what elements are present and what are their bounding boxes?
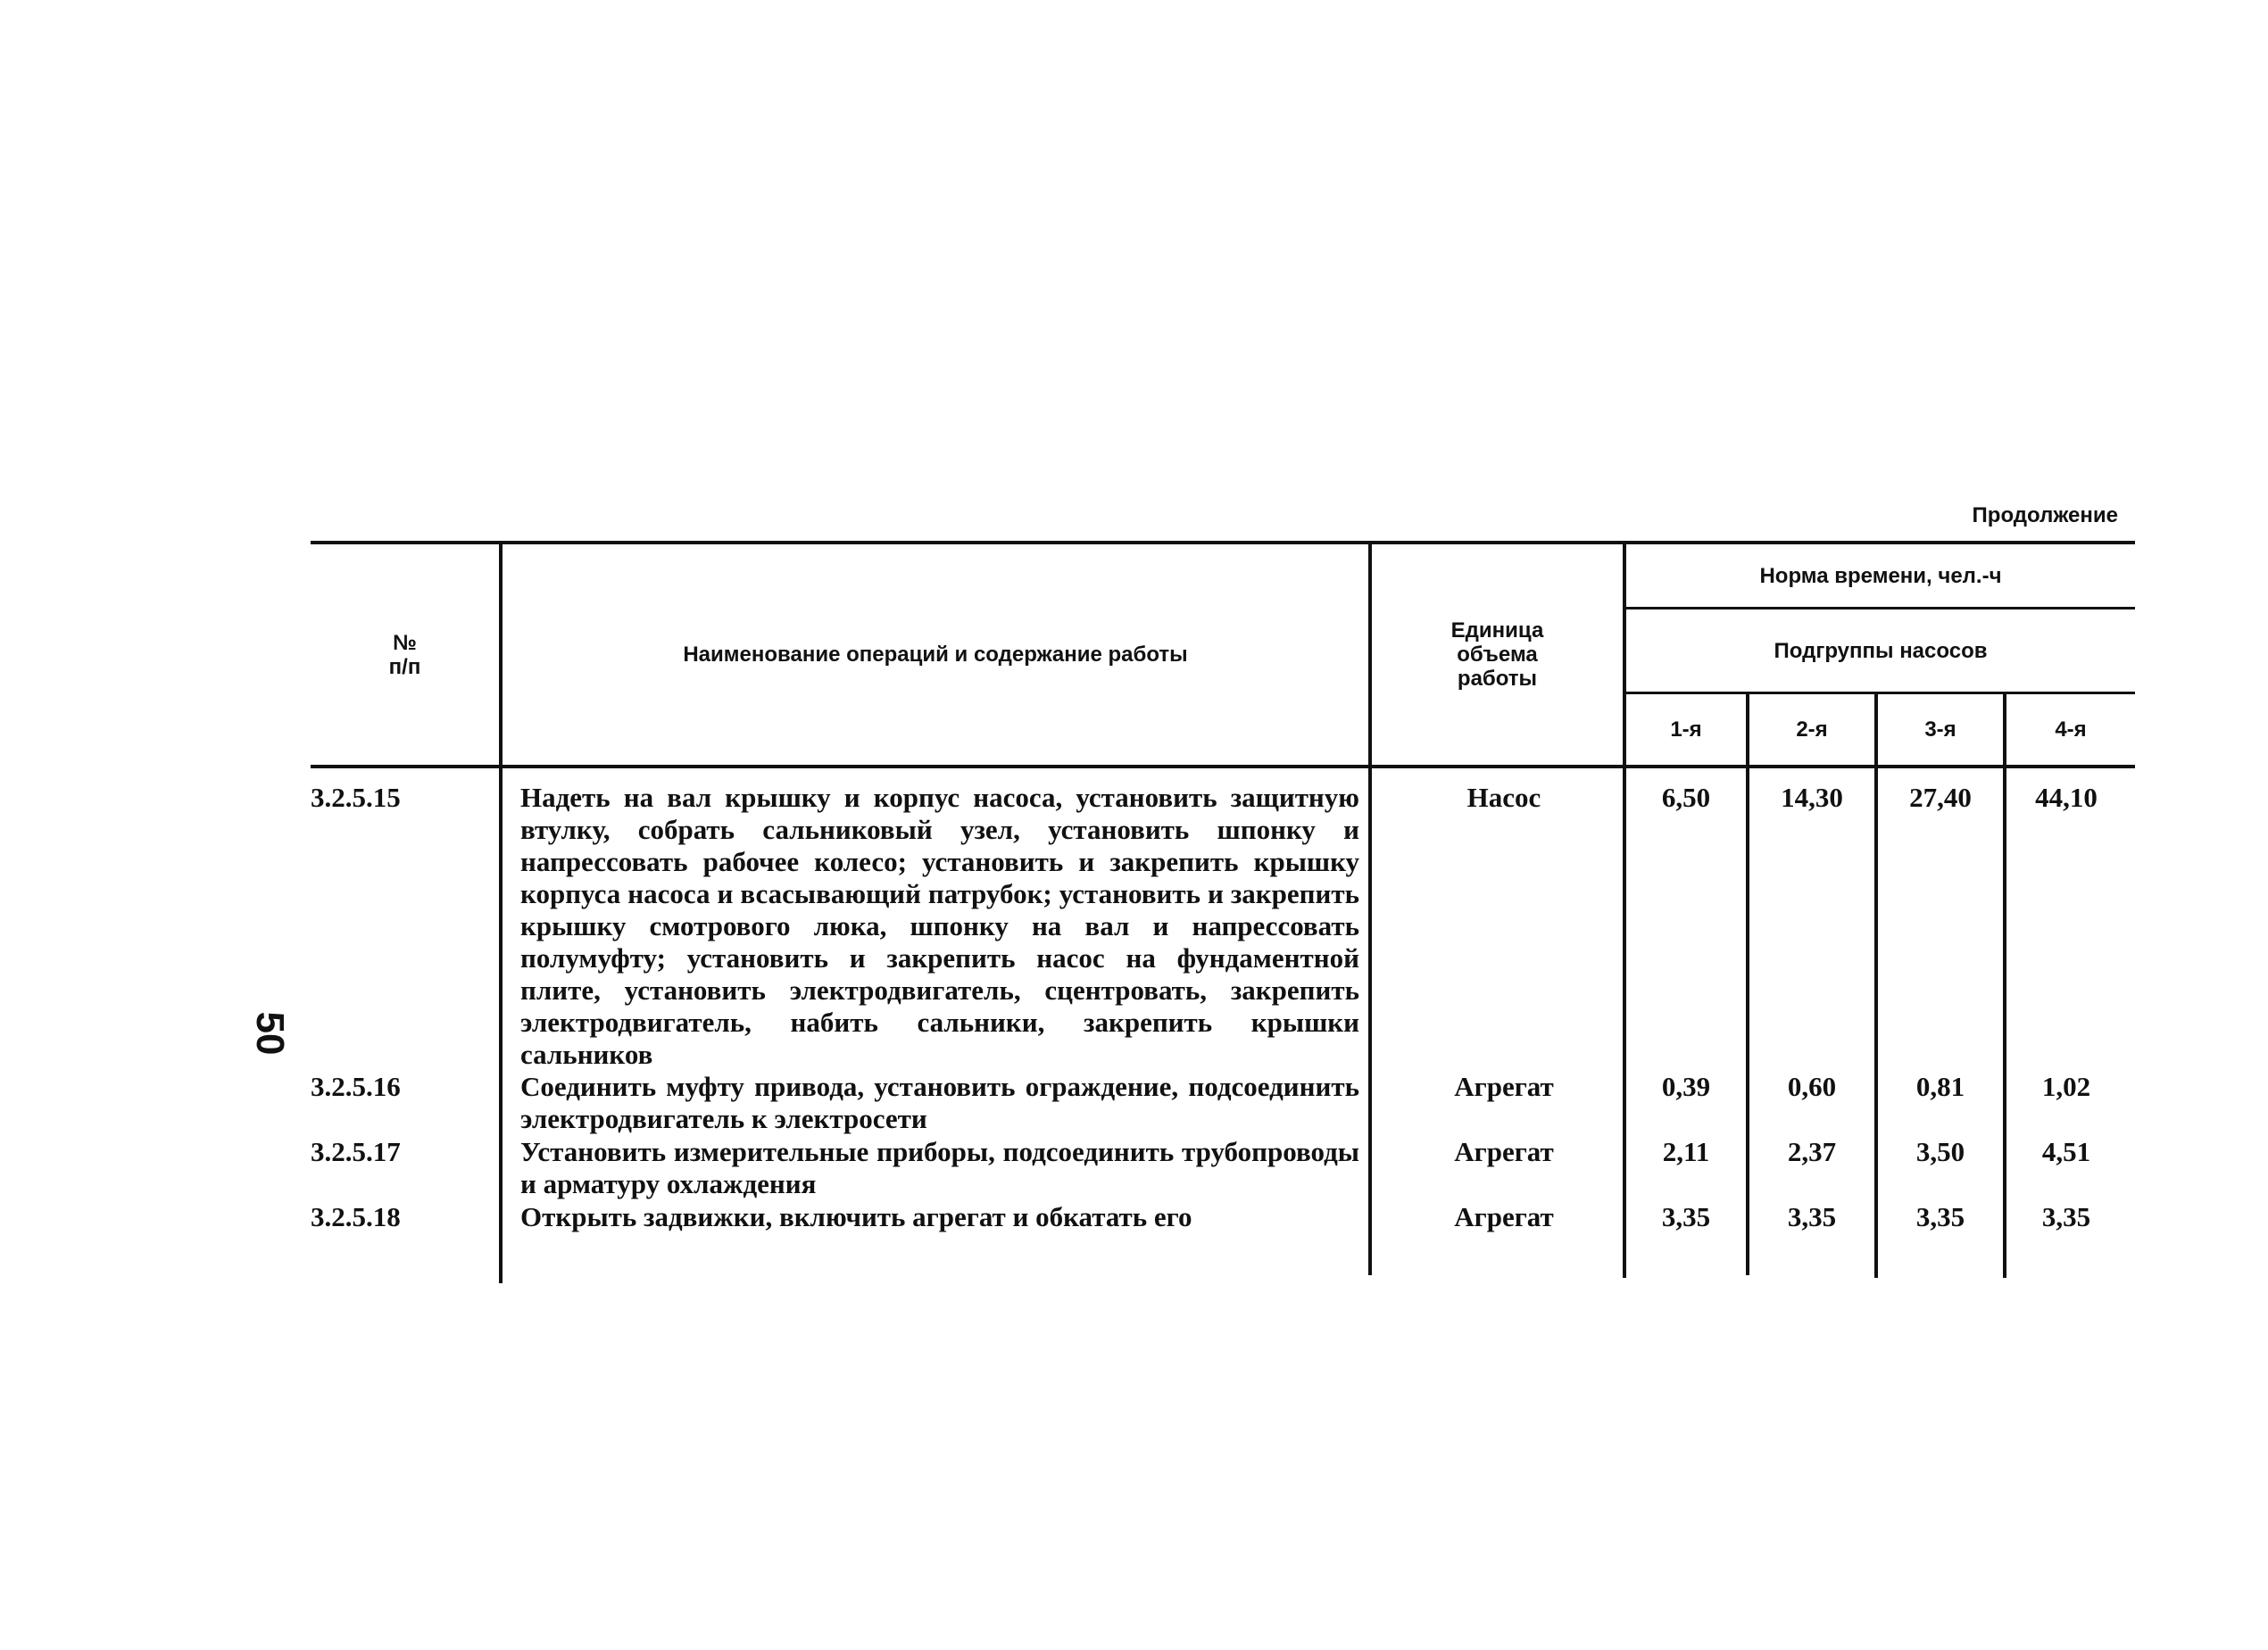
header-group-3: 3-я <box>1924 717 1956 742</box>
row-value-3: 3,50 <box>1915 1136 1965 1167</box>
row-value-1: 2,11 <box>1662 1136 1710 1167</box>
row-value-2: 2,37 <box>1787 1136 1837 1167</box>
continuation-label: Продолжение <box>1972 503 2118 527</box>
header-group-2: 2-я <box>1796 717 1828 742</box>
header-time-norm: Норма времени, чел.-ч <box>1759 563 2002 588</box>
row-unit: Агрегат <box>1454 1201 1554 1232</box>
row-value-2: 0,60 <box>1787 1071 1837 1102</box>
row-value-1: 0,39 <box>1661 1071 1711 1102</box>
header-description: Наименование операций и содержание работы <box>683 643 1188 667</box>
row-unit: Насос <box>1466 782 1541 813</box>
row-description: Открыть задвижки, включить агрегат и обкатать его <box>520 1201 1192 1232</box>
row-num: 3.2.5.16 <box>311 1071 401 1102</box>
row-value-4: 4,51 <box>2041 1136 2091 1167</box>
row-value-4: 3,35 <box>2041 1201 2091 1232</box>
row-unit: Агрегат <box>1454 1136 1554 1167</box>
row-value-4: 1,02 <box>2041 1071 2091 1102</box>
row-value-2: 3,35 <box>1787 1201 1837 1232</box>
row-unit: Агрегат <box>1454 1071 1554 1102</box>
page-number: 50 <box>248 1011 292 1056</box>
row-num: 3.2.5.17 <box>311 1136 401 1167</box>
row-description: Надеть на вал крышку и корпус насоса, установить защитную втулку, собрать сальниковый узел, установить шпонку и напрессовать рабочее колесо; установить и закрепить крышку корпуса насоса и всасывающий патрубок; установить и закрепить крышку смотрового люка, шпонку на вал и напрессовать полумуфту; установить и закрепить насос на фундаментной плите, установить электродвигатель, сцентровать, закрепить электродвигатель, набить сальники, закрепить крышки сальников <box>520 782 1359 1070</box>
row-value-3: 0,81 <box>1915 1071 1965 1102</box>
row-value-3: 3,35 <box>1915 1201 1965 1232</box>
column-divider <box>1746 693 1749 1275</box>
row-num: 3.2.5.15 <box>311 782 401 813</box>
row-value-4: 44,10 <box>2035 782 2098 813</box>
row-value-1: 6,50 <box>1661 782 1711 813</box>
row-description: Соединить муфту привода, установить ограждение, подсоединить электродвигатель к электросети <box>520 1071 1359 1134</box>
row-value-3: 27,40 <box>1909 782 1972 813</box>
row-value-2: 14,30 <box>1781 782 1843 813</box>
row-description: Установить измерительные приборы, подсоединить трубопроводы и арматуру охлаждения <box>520 1136 1359 1199</box>
header-group-4: 4-я <box>2055 717 2087 742</box>
header-bottom-rule <box>311 765 2135 768</box>
header-subgroups: Подгруппы насосов <box>1774 638 1988 663</box>
header-num: № п/п <box>388 630 421 679</box>
row-num: 3.2.5.18 <box>311 1201 401 1232</box>
row-value-1: 3,35 <box>1661 1201 1711 1232</box>
header-unit: Единица объема работы <box>1450 618 1544 691</box>
header-group-1: 1-я <box>1670 717 1702 742</box>
